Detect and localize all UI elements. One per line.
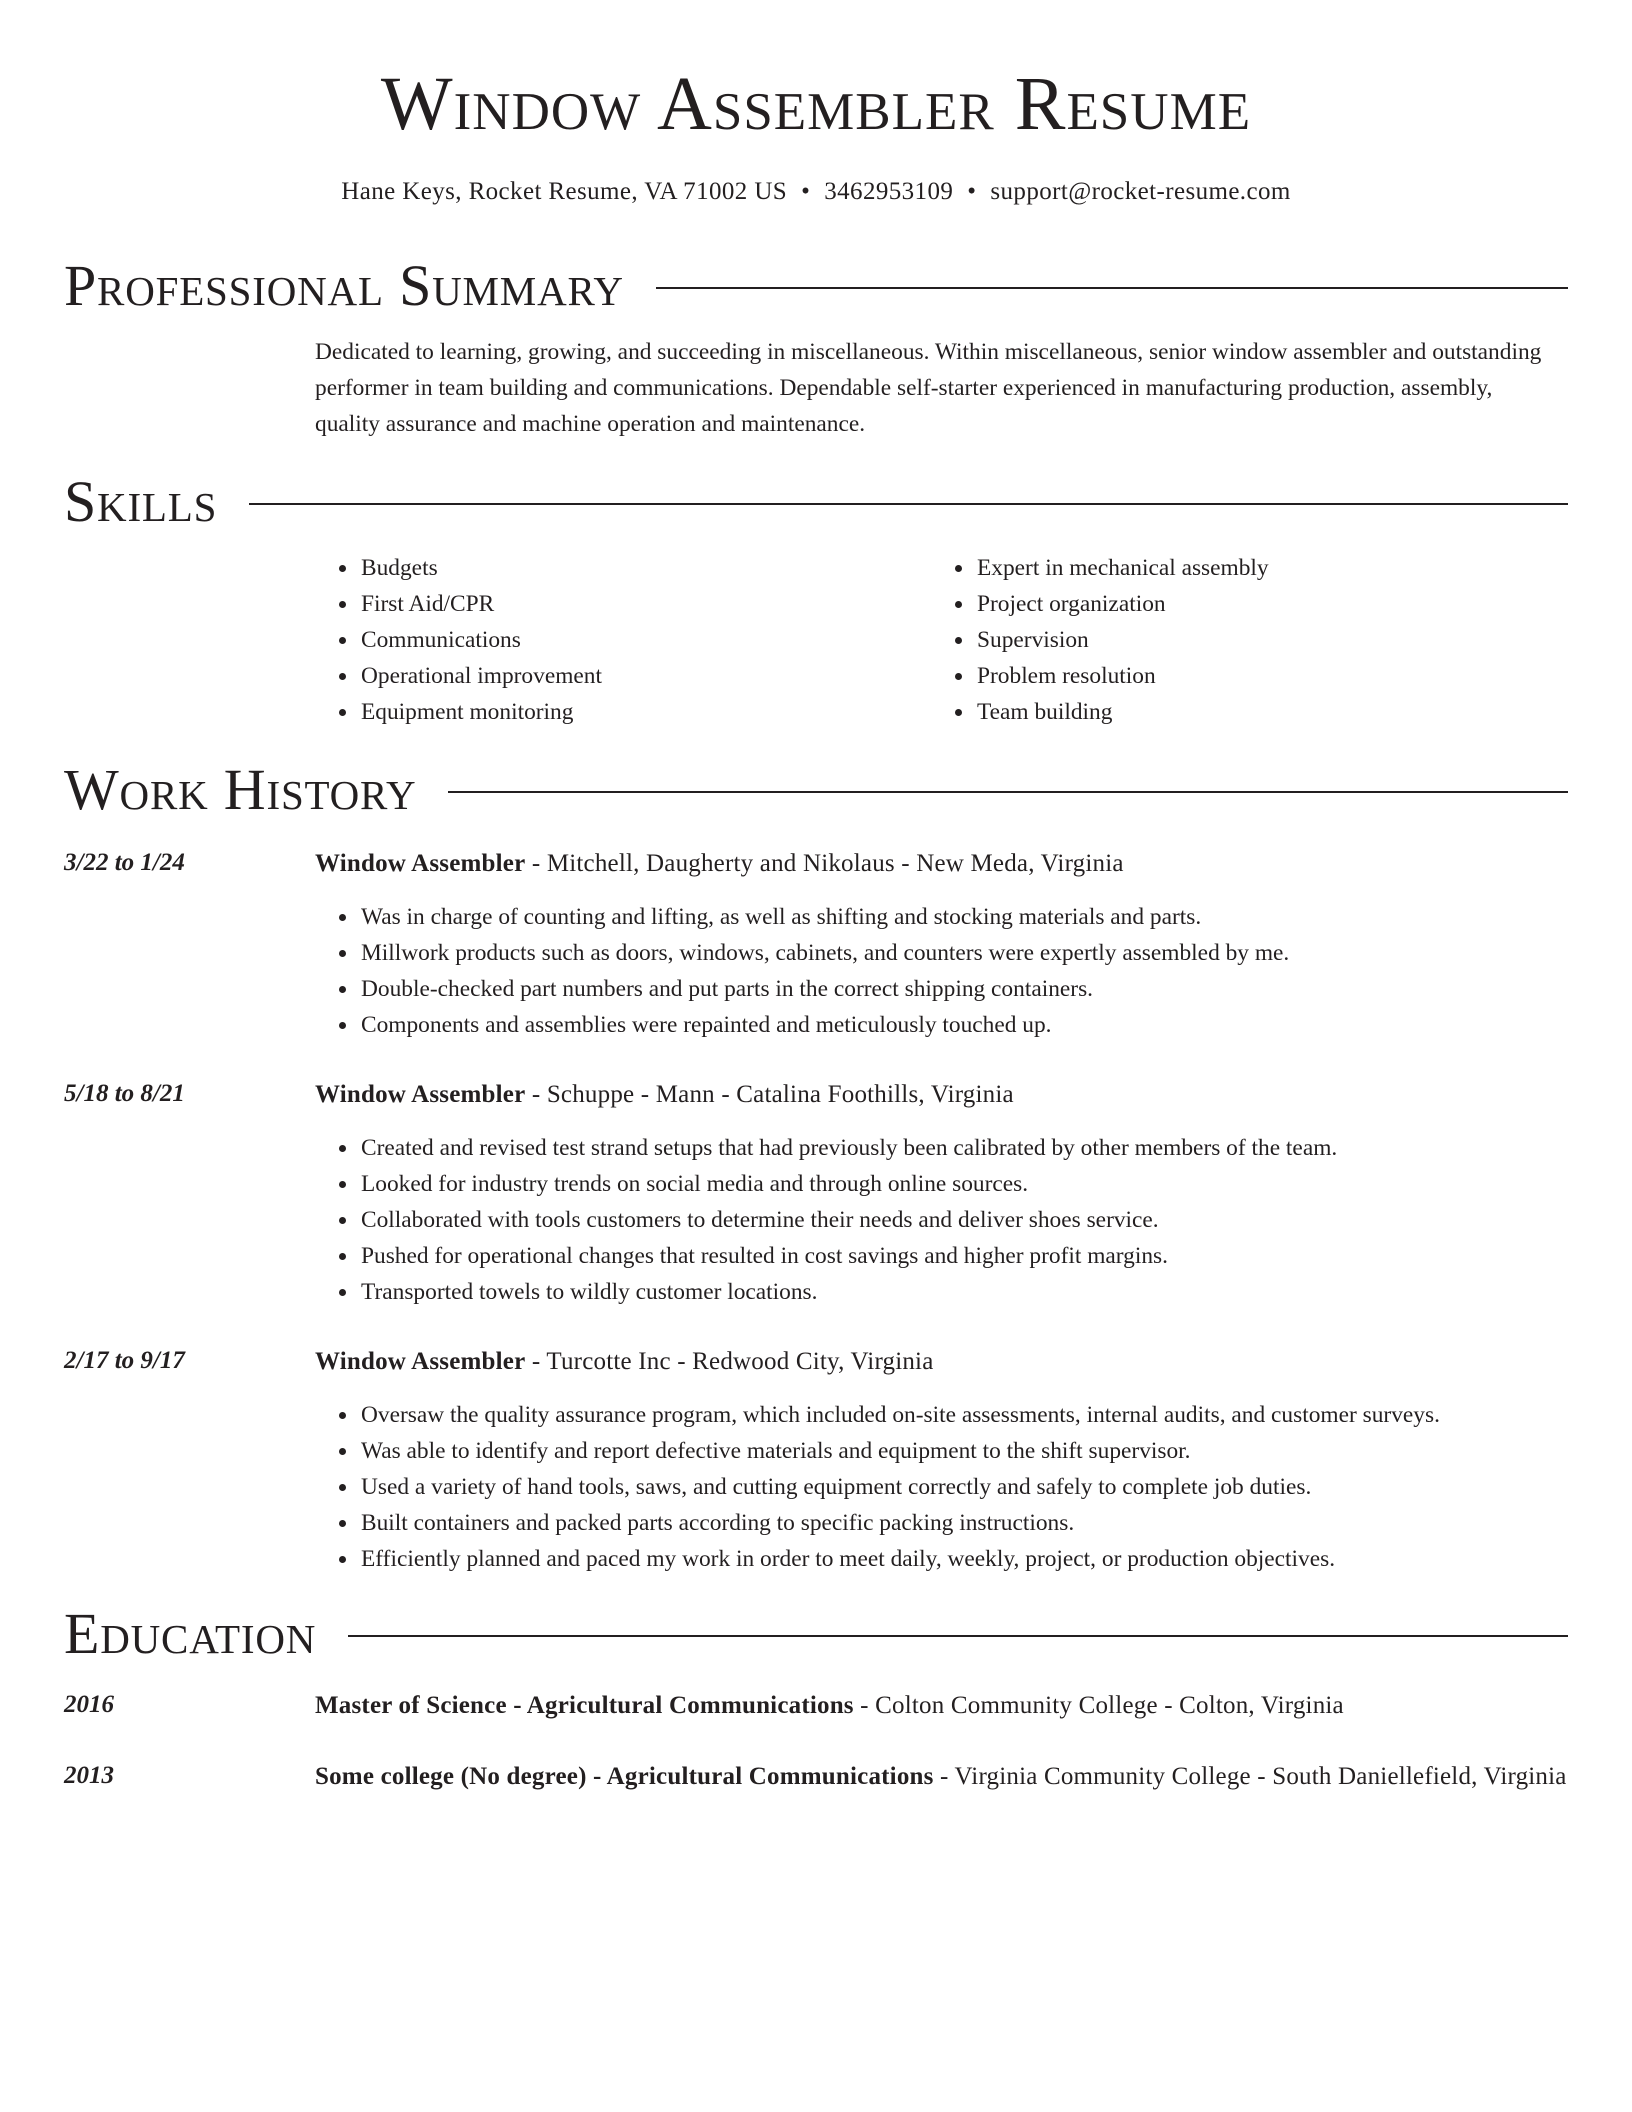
job-title: Window Assembler [315, 1081, 526, 1108]
duty-item: • Pushed for operational changes that resulted in cost savings and higher profit margins. [359, 1238, 1612, 1274]
duty-item: • Millwork products such as doors, windows, cabinets, and counters were expertly assembled by me. [359, 935, 1612, 971]
contact-separator: • [967, 178, 977, 205]
section-divider [249, 503, 1568, 505]
skill-item: • Communications [359, 622, 931, 658]
section-divider [656, 287, 1568, 289]
contact-address: Hane Keys, Rocket Resume, VA 71002 US [341, 178, 788, 205]
job-dates: 5/18 to 8/21 [64, 1080, 185, 1107]
summary-text: Dedicated to learning, growing, and succeeding in miscellaneous. Within miscellaneous, senior window assembler and outstanding performer in team building and communications. Dependable self-starter experienced in manufacturing production, assembly, quality assurance and machine operation and maintenance. [315, 339, 1542, 437]
education-details: - Virginia Community College - South Daniellefield, Virginia [933, 1763, 1567, 1790]
skill-item: • Project organization [975, 586, 1547, 622]
job-details: - Turcotte Inc - Redwood City, Virginia [525, 1348, 934, 1375]
contact-separator: • [801, 178, 811, 205]
duty-item: • Looked for industry trends on social media and through online sources. [359, 1166, 1612, 1202]
work-history-section-header [64, 756, 1568, 824]
contact-phone: 3462953109 [824, 178, 954, 205]
skills-column-right [931, 550, 1547, 730]
skills-column-left [315, 550, 931, 730]
contact-line [0, 174, 1632, 210]
job-headline [315, 1343, 1568, 1381]
section-divider [448, 791, 1568, 793]
duty-item: • Double-checked part numbers and put parts in the correct shipping containers. [359, 971, 1612, 1007]
skills-list [315, 550, 1565, 730]
work-history-heading: Work History [64, 757, 417, 822]
duty-item: • Was in charge of counting and lifting, as well as shifting and stocking materials and parts. [359, 899, 1612, 935]
duty-item: • Used a variety of hand tools, saws, and cutting equipment correctly and safely to complete job duties. [359, 1469, 1612, 1505]
job-headline [315, 845, 1568, 883]
skill-item: • Equipment monitoring [359, 694, 931, 730]
job-dates: 2/17 to 9/17 [64, 1347, 185, 1374]
job-headline [315, 1076, 1568, 1114]
education-degree: Master of Science - Agricultural Communications [315, 1692, 854, 1719]
job-title: Window Assembler [315, 1348, 526, 1375]
duty-item: • Was able to identify and report defective materials and equipment to the shift supervisor. [359, 1433, 1612, 1469]
job-duties [315, 1130, 1612, 1310]
skill-item: • Supervision [975, 622, 1547, 658]
education-degree: Some college (No degree) - Agricultural Communications [315, 1763, 934, 1790]
education-year: 2013 [64, 1762, 114, 1789]
job-duties [315, 1397, 1612, 1577]
education-section-header [64, 1600, 1568, 1668]
job-details: - Schuppe - Mann - Catalina Foothills, Virginia [525, 1081, 1014, 1108]
section-divider [348, 1635, 1568, 1637]
job-dates: 3/22 to 1/24 [64, 849, 185, 876]
summary-heading: Professional Summary [64, 253, 624, 318]
summary-section-header [64, 252, 1568, 320]
education-headline [315, 1687, 1568, 1725]
skills-section-header [64, 468, 1568, 536]
job-title: Window Assembler [315, 850, 526, 877]
duty-item: • Transported towels to wildly customer locations. [359, 1274, 1612, 1310]
resume-title: Window Assembler Resume [380, 62, 1252, 146]
skill-item: • Team building [975, 694, 1547, 730]
education-heading: Education [64, 1601, 317, 1666]
skill-item: • Expert in mechanical assembly [975, 550, 1547, 586]
education-headline [315, 1758, 1568, 1796]
skill-item: • First Aid/CPR [359, 586, 931, 622]
contact-email: support@rocket-resume.com [990, 178, 1291, 205]
education-details: - Colton Community College - Colton, Virginia [853, 1692, 1344, 1719]
duty-item: • Collaborated with tools customers to determine their needs and deliver shoes service. [359, 1202, 1612, 1238]
job-details: - Mitchell, Daugherty and Nikolaus - New Meda, Virginia [525, 850, 1124, 877]
duty-item: • Components and assemblies were repainted and meticulously touched up. [359, 1007, 1612, 1043]
duty-item: • Efficiently planned and paced my work in order to meet daily, weekly, project, or production objectives. [359, 1541, 1612, 1577]
duty-item: • Oversaw the quality assurance program, which included on-site assessments, internal audits, and customer surveys. [359, 1397, 1612, 1433]
skill-item: • Budgets [359, 550, 931, 586]
duty-item: • Built containers and packed parts according to specific packing instructions. [359, 1505, 1612, 1541]
skills-heading: Skills [64, 469, 218, 534]
education-year: 2016 [64, 1691, 114, 1718]
skill-item: • Operational improvement [359, 658, 931, 694]
job-duties [315, 899, 1612, 1043]
skill-item: • Problem resolution [975, 658, 1547, 694]
duty-item: • Created and revised test strand setups that had previously been calibrated by other members of the team. [359, 1130, 1612, 1166]
